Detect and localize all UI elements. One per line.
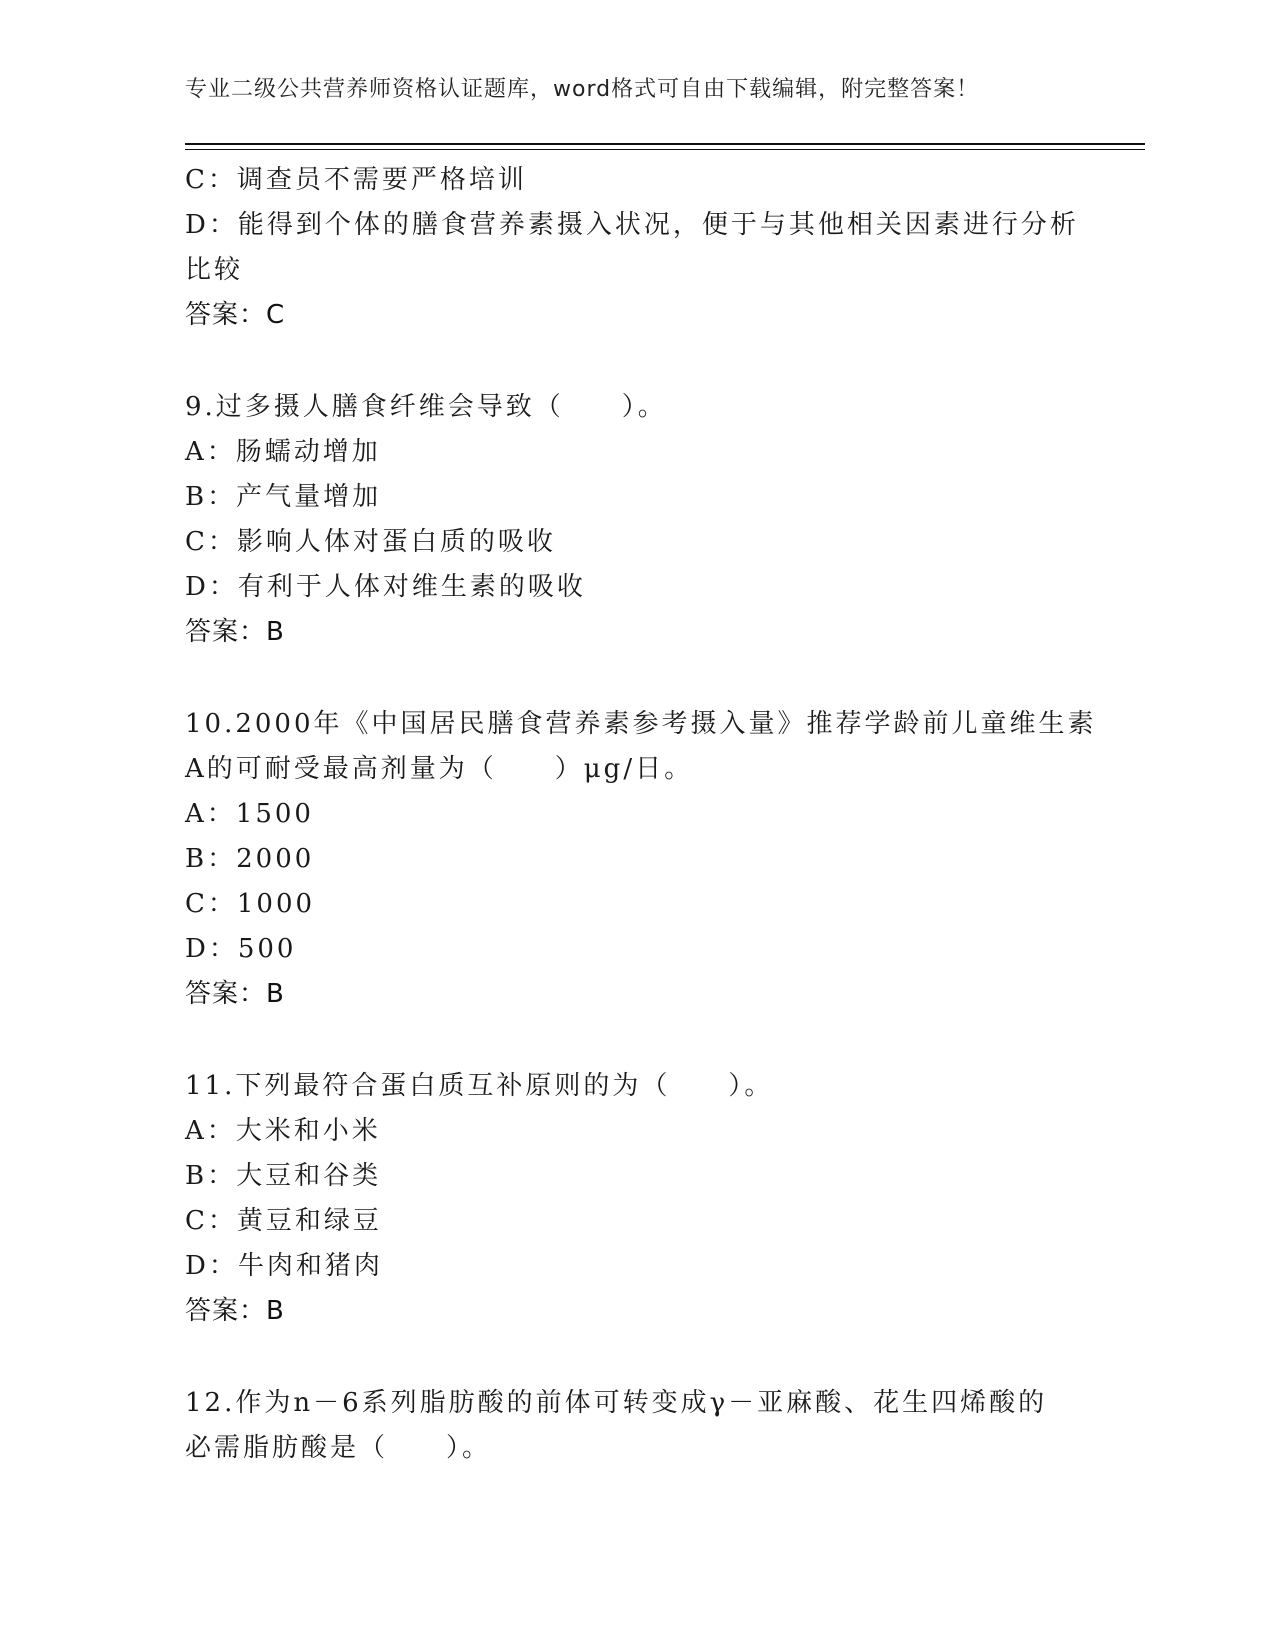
option-d: D：500: [185, 934, 297, 964]
header-rule-thick: [185, 143, 1145, 145]
header-rule-thin: [185, 149, 1145, 150]
question-stem: 12.作为n－6系列脂肪酸的前体可转变成γ－亚麻酸、花生四烯酸的: [185, 1388, 1048, 1418]
answer-label: 答案：C: [185, 300, 286, 330]
question-stem: 11.下列最符合蛋白质互补原则的为（ ）。: [185, 1071, 774, 1101]
question-11: [185, 1064, 1085, 1334]
option-a: A：大米和小米: [185, 1116, 381, 1146]
option-b: B：2000: [185, 844, 315, 874]
page-header: 专业二级公共营养师资格认证题库，word格式可自由下载编辑，附完整答案！: [185, 77, 980, 102]
question-8-continuation: [185, 158, 1085, 338]
option-a: A：1500: [185, 799, 314, 829]
option-b: B：大豆和谷类: [185, 1161, 382, 1191]
question-10: [185, 702, 1097, 1017]
answer-label: 答案：B: [185, 617, 285, 647]
option-c: C：1000: [185, 889, 316, 919]
option-c: C：调查员不需要严格培训: [185, 165, 527, 195]
document-body: [185, 158, 1097, 1471]
option-d: D：牛肉和猪肉: [185, 1251, 383, 1281]
option-d: D：能得到个体的膳食营养素摄入状况，便于与其他相关因素进行分析: [185, 210, 1079, 240]
question-stem: 9.过多摄人膳食纤维会导致（ ）。: [185, 392, 667, 422]
question-stem-wrap: A的可耐受最高剂量为（ ）μg/日。: [185, 754, 694, 784]
option-b: B：产气量增加: [185, 482, 382, 512]
question-12: [185, 1381, 1085, 1471]
question-stem-wrap: 必需脂肪酸是（ ）。: [185, 1433, 492, 1463]
question-stem: 10.2000年《中国居民膳食营养素参考摄入量》推荐学龄前儿童维生素: [185, 709, 1097, 739]
option-c: C：影响人体对蛋白质的吸收: [185, 527, 556, 557]
answer-label: 答案：B: [185, 979, 285, 1009]
answer-label: 答案：B: [185, 1296, 285, 1326]
option-d-wrap: 比较: [185, 255, 244, 285]
option-a: A：肠蠕动增加: [185, 437, 381, 467]
option-d: D：有利于人体对维生素的吸收: [185, 572, 586, 602]
question-9: [185, 385, 1085, 655]
option-c: C：黄豆和绿豆: [185, 1206, 382, 1236]
